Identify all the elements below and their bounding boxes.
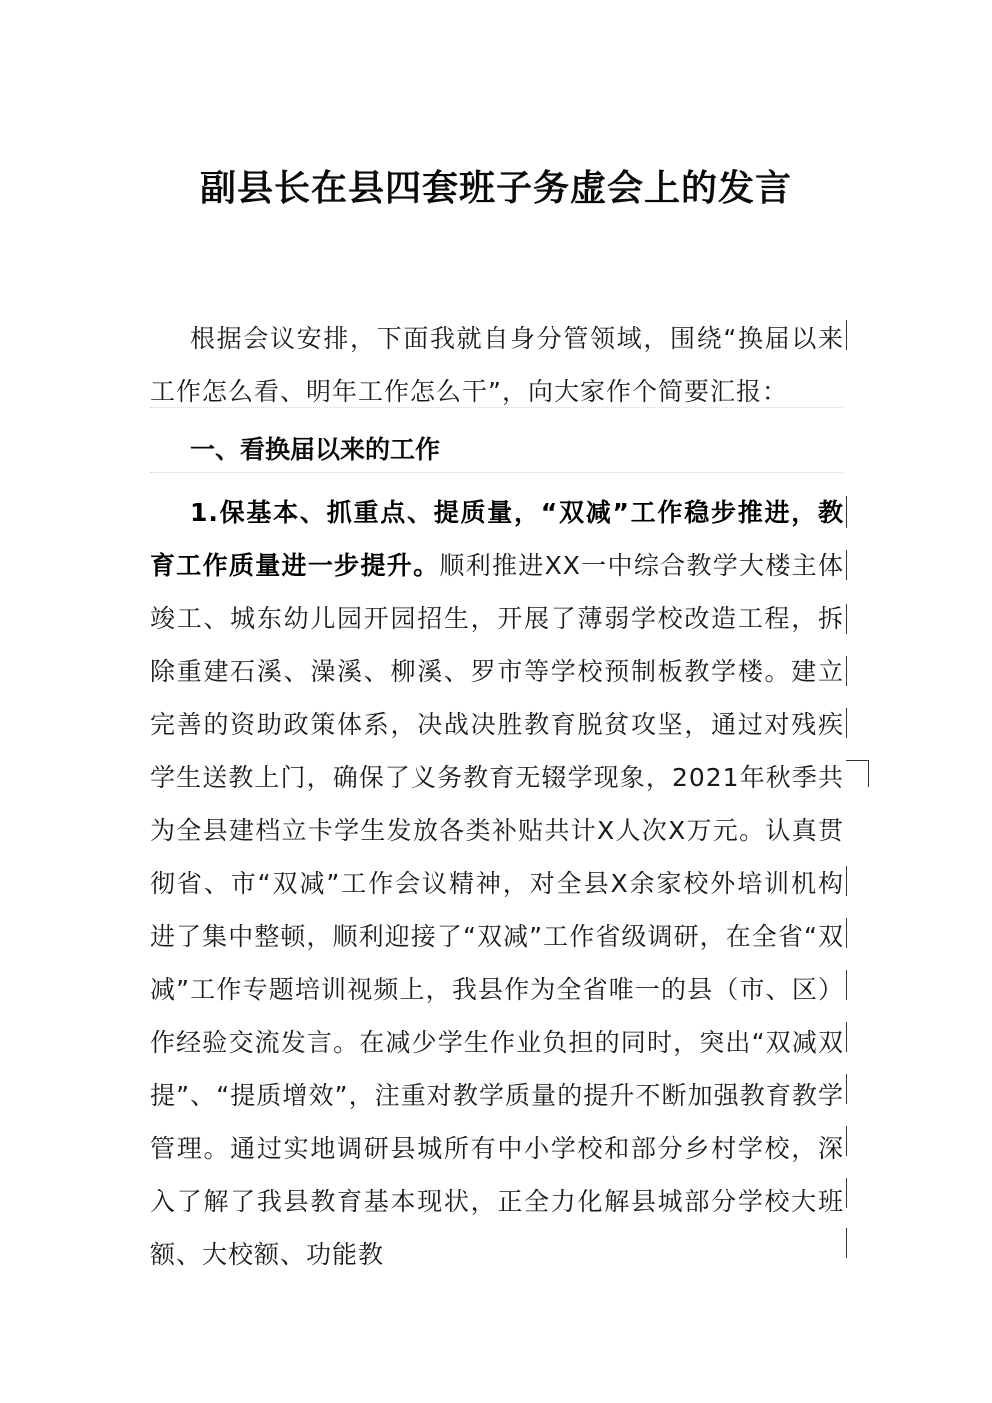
margin-mark bbox=[846, 1074, 847, 1104]
section-heading: 一、看换届以来的工作 bbox=[190, 435, 441, 464]
margin-mark bbox=[846, 320, 847, 350]
margin-mark bbox=[846, 708, 847, 738]
paragraph-body: 顺利推进XX一中综合教学大楼主体竣工、城东幼儿园开园招生，开展了薄弱学校改造工程，拆除重建石溪、澡溪、柳溪、罗市等学校预制板教学楼。建立完善的资助政策体系，决战决胜教育脱贫攻坚，通过对残疾学生送教上门，确保了义务教育无辍学现象，2021年秋季共为全县建档立卡学生发放各类补贴共计X人次X万元。认真贯彻省、市“双减”工作会议精神，对全县X余家校外培训机构进了集中整顿，顺利迎接了“双减”工作省级调研，在全省“双减”工作专题培训视频上，我县作为全省唯一的县（市、区）作经验交流发言。在减少学生作业负担的同时，突出“双减双提”、“提质增效”，注重对教学质量的提升不断加强教育教学管理。通过实地调研县城所有中小学校和部分乡村学校，深入了解了我县教育基本现状，正全力化解县城部分学校大班额、大校额、功能教 bbox=[150, 551, 844, 1269]
margin-mark bbox=[846, 1228, 847, 1258]
margin-mark bbox=[846, 1022, 847, 1052]
body-paragraph bbox=[150, 486, 844, 1281]
margin-mark bbox=[846, 550, 847, 580]
margin-mark bbox=[846, 604, 847, 634]
margin-mark bbox=[846, 918, 847, 948]
intro-paragraph: 根据会议安排，下面我就自身分管领域，围绕“换届以来工作怎么看、明年工作怎么干”，向大家作个简要汇报： bbox=[150, 324, 844, 406]
document-title: 副县长在县四套班子务虚会上的发言 bbox=[199, 168, 792, 209]
margin-mark bbox=[846, 656, 847, 686]
margin-mark bbox=[846, 970, 847, 1000]
margin-mark bbox=[846, 1126, 847, 1156]
margin-mark bbox=[846, 1178, 847, 1208]
paragraph-divider bbox=[150, 407, 844, 408]
margin-corner-mark bbox=[846, 760, 869, 787]
paragraph-divider bbox=[150, 472, 844, 473]
paragraph-lead: 1.保基本、抓重点、提质量，“双减”工作稳步推进，教育工作质量进一步提升。 bbox=[150, 498, 844, 580]
margin-mark bbox=[846, 866, 847, 896]
margin-mark bbox=[846, 496, 847, 528]
